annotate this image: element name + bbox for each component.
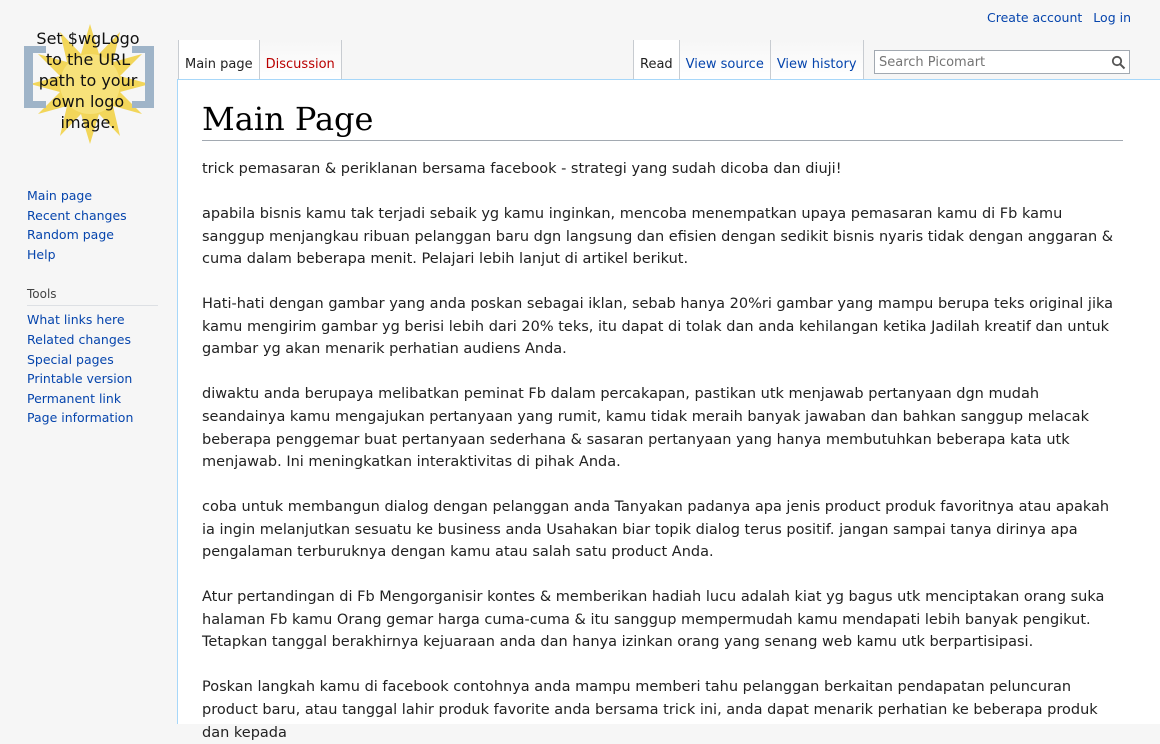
sidebar-item-page-information[interactable]: Page information — [27, 410, 134, 426]
site-logo[interactable] — [12, 20, 164, 148]
sidebar-item-random-page[interactable]: Random page — [27, 227, 114, 243]
sidebar-item-main-page[interactable]: Main page — [27, 188, 93, 203]
personal-tools — [980, 10, 1131, 25]
article-paragraph: apabila bisnis kamu tak terjadi sebaik yg kamu inginkan, mencoba menempatkan upaya pemasaran kamu di Fb kamu sanggup menjangkau ribuan pelanggan baru dgn langsung dan efisien dengan sedikit bisnis nyaris tidak dengan anggaran & cuma dalam beberapa menit. Pelajari lebih lanjut di artikel berikut. — [202, 205, 1114, 268]
logo-line: to the URL — [45, 50, 131, 69]
tab-view-source[interactable]: View source — [680, 40, 771, 80]
article-paragraph: Poskan langkah kamu di facebook contohnya anda mampu memberi tahu pelanggan berkaitan pendapatan peluncuran product baru, atau tanggal lahir produk favorite anda bersama trick ini, anda dapat menarik perhatian ke beberapa produk dan kepada — [202, 679, 1098, 741]
page-header — [178, 40, 1160, 80]
article-paragraph: Hati-hati dengan gambar yang anda poskan sebagai iklan, sebab hanya 20%ri gambar yang mampu berupa teks original jika kamu mengirim gambar yg berisi lebih dari 20% teks, itu dapat di tolak dan anda kehilangan ketika Jadilah kreatif dan untuk gambar yg akan menarik perhatian audiens Anda. — [202, 296, 1114, 358]
sidebar-item-printable-version[interactable]: Printable version — [27, 371, 133, 387]
article-paragraph: Atur pertandingan di Fb Mengorganisir kontes & memberikan hadiah lucu adalah kiat yg bagus utk menciptakan orang suka halaman Fb kamu Orang gemar harga cuma-cuma & itu sanggup mempermudah kamu mendapati lebih banyak pengikut. Tetapkan tanggal berakhirnya kejuaraan anda dan hanya izinkan orang yang senang web kamu utk berpartisipasi. — [202, 589, 1105, 651]
create-account-link[interactable]: Create account — [987, 10, 1083, 25]
search-input[interactable] — [875, 51, 1105, 73]
logo-line: Set $wgLogo — [36, 29, 140, 48]
tab-view-history[interactable]: View history — [771, 40, 864, 80]
view-tabs — [633, 40, 864, 80]
tab-read[interactable]: Read — [633, 40, 680, 80]
sidebar-item-recent-changes[interactable]: Recent changes — [27, 207, 127, 223]
main-content — [177, 79, 1160, 741]
tab-main-page[interactable]: Main page — [178, 40, 260, 80]
search-box — [874, 50, 1130, 74]
logo-placeholder-text — [22, 28, 154, 133]
tools-portal — [27, 286, 158, 428]
sidebar-item-help[interactable]: Help — [27, 246, 56, 262]
logo-line: own logo — [51, 92, 125, 111]
article-paragraph: diwaktu anda berupaya melibatkan peminat Fb dalam percakapan, pastikan utk menjawab pertanyaan dgn mudah seandainya kamu mengajukan pertanyaan yang rumit, kamu tidak meraih banyak jawaban dan bahkan sanggup melacak beberapa penggemar buat pertanyaan sederhana & sasaran pertanyaan yang hanya membutuhkan beberapa kata utk menjawab. Ini meningkatkan interaktivitas di pihak Anda. — [202, 386, 1089, 471]
log-in-link[interactable]: Log in — [1093, 10, 1131, 25]
page-title: Main Page — [202, 100, 1123, 141]
article-paragraph: coba untuk membangun dialog dengan pelanggan anda Tanyakan padanya apa jenis product produk favoritnya atau apakah ia ingin melanjutkan sesuatu ke business anda Usahakan biar topik dialog terus positif. jangan sampai tanya dirinya apa pengalaman terburuknya dengan kamu atau salah satu product Anda. — [202, 499, 1110, 561]
sidebar-item-related-changes[interactable]: Related changes — [27, 331, 131, 347]
sidebar-item-what-links-here[interactable]: What links here — [27, 312, 125, 328]
article-paragraph: trick pemasaran & periklanan bersama facebook - strategi yang sudah dicoba dan diuji! — [202, 161, 842, 177]
sidebar — [0, 180, 178, 428]
navigation-portal — [27, 186, 158, 264]
logo-line: path to your — [38, 71, 138, 90]
sidebar-item-special-pages[interactable]: Special pages — [27, 351, 114, 367]
article-body — [202, 158, 1123, 744]
namespace-tabs — [178, 40, 342, 80]
tab-discussion[interactable]: Discussion — [260, 40, 342, 80]
sidebar-item-permanent-link[interactable]: Permanent link — [27, 390, 122, 406]
tools-heading: Tools — [27, 286, 158, 306]
search-icon[interactable] — [1111, 55, 1126, 70]
logo-line: image. — [60, 113, 116, 132]
